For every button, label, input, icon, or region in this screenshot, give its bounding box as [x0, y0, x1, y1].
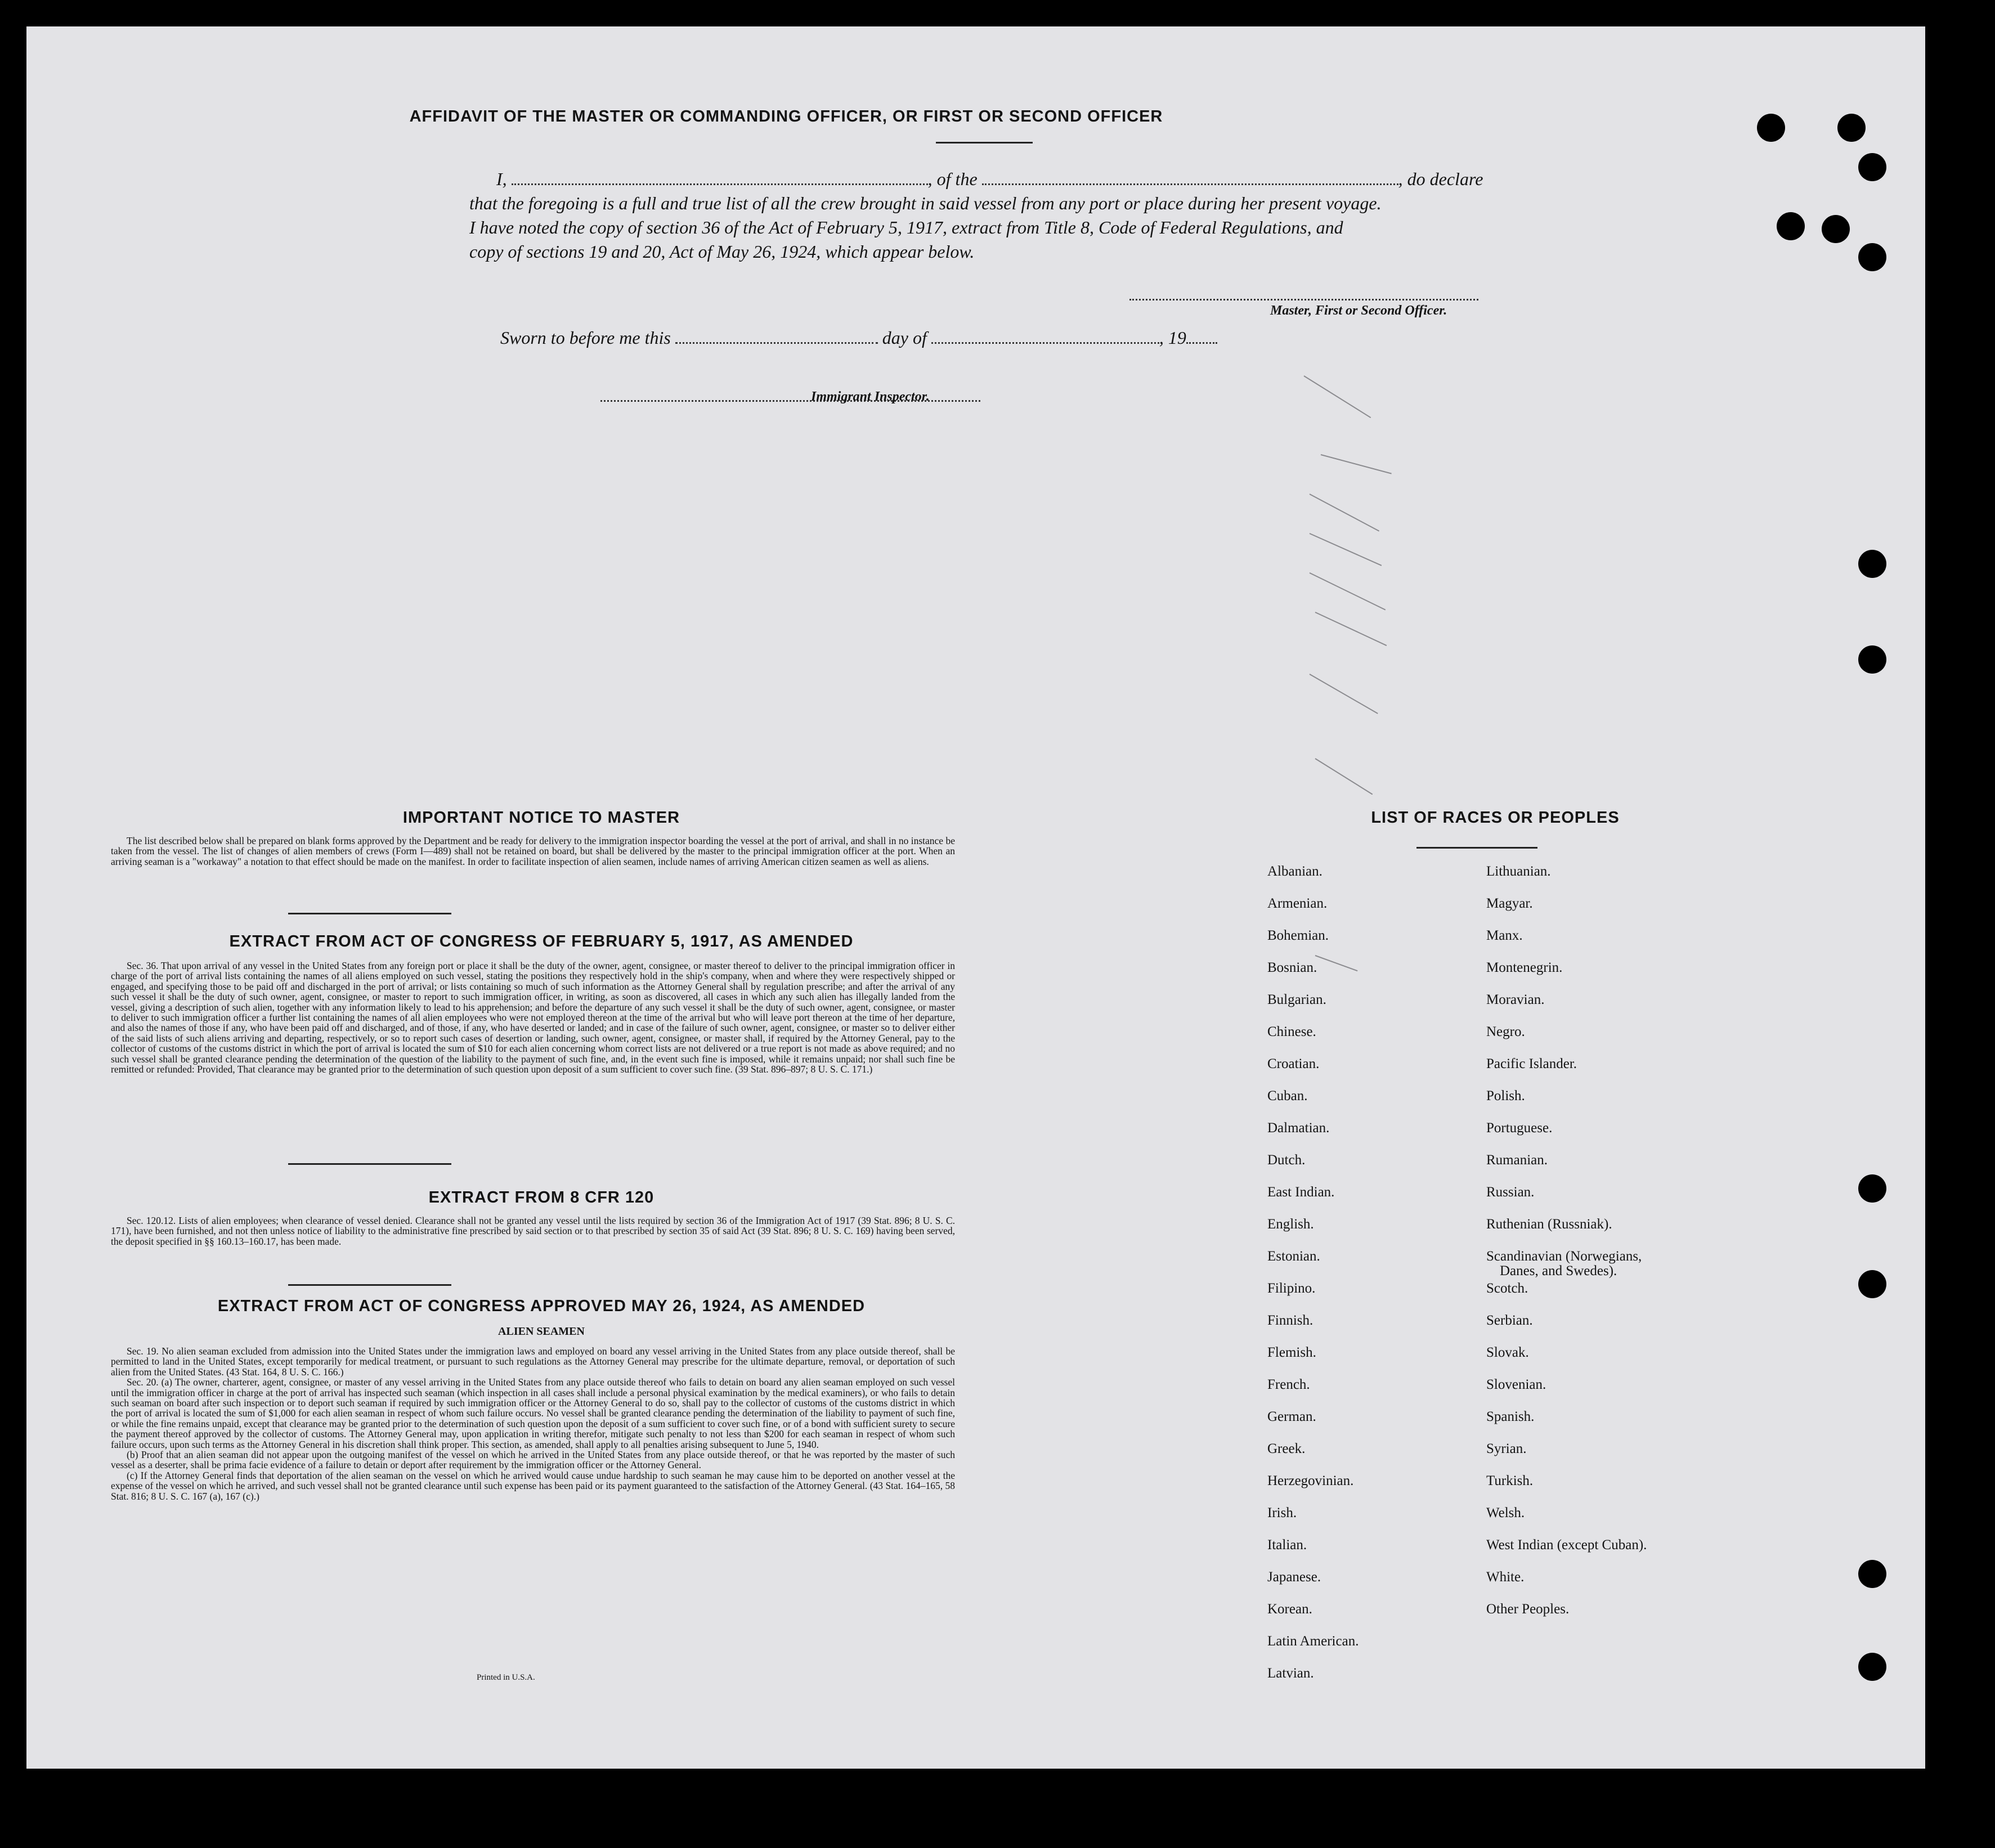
punch-hole — [1858, 153, 1886, 181]
master-signature-line — [1129, 285, 1478, 300]
notice-paragraph: The list described below shall be prepared on blank forms approved by the Department and be ready for delivery to the immigration inspector boarding the vessel at the port of arrival, and shall in no instance be taken from the vessel. The list of changes of alien members of crews (Form I—489) shall not be retained on board, but shall be delivered by the master to the principal immigration officer at the port. When an arriving seaman is a "workaway" a notation to that effect should be made on the manifest. In order to facilitate inspection of alien seamen, include names of arriving American citizen seamen as well as aliens. — [111, 835, 955, 867]
master-signature-label: Master, First or Second Officer. — [1270, 303, 1447, 318]
affidavit-line-2: that the foregoing is a full and true list of all the crew brought in said vessel from any port or place during her present voyage. — [469, 193, 1382, 213]
race-item: Montenegrin. — [1486, 960, 1563, 975]
affidavit-line-1 — [496, 167, 1483, 191]
stray-mark — [1310, 572, 1386, 611]
race-item: Finnish. — [1267, 1313, 1313, 1328]
sec-20a-paragraph: Sec. 20. (a) The owner, charterer, agent, consignee, or master of any vessel arriving in the United States from any place outside thereof who fails to detain on board any alien seaman employed on such vessel until the immigration officer in charge at the port of arrival has inspected such seaman (which inspection in all cases shall include a personal physical examination by the medical examiners), or who fails to detain such seaman on board after such inspection or to deport such seaman if required by such immigration officer or the Attorney General to do so, shall pay to the collector of customs of the customs district in which the port of arrival is located the sum of $1,000 for each alien seaman in respect of whom such failure occurs. No vessel shall be granted clearance pending the determination of the liability to payment of such fine, or while the fine remains unpaid, except that clearance may be granted prior to the determination of such question upon the deposit of a sum sufficient to cover such fine, or of a bond with sufficient surety to secure the payment thereof approved by the collector of customs. The Attorney General may, upon application in writing therefor, mitigate such penalty to not less than $200 for each seaman in respect of whom such failure occurs, upon such terms as the Attorney General in his discretion shall think proper. This section, as amended, shall apply to all penalties arising subsequent to June 5, 1940. — [111, 1376, 955, 1450]
inspector-label: Immigrant Inspector. — [811, 389, 930, 404]
section-divider — [288, 913, 451, 914]
race-item: Cuban. — [1267, 1088, 1308, 1104]
stray-mark — [1310, 674, 1378, 714]
race-item: Danes, and Swedes). — [1500, 1263, 1617, 1279]
extract-1917-body — [111, 961, 955, 1074]
race-item: Italian. — [1267, 1537, 1307, 1553]
race-item: White. — [1486, 1569, 1525, 1585]
punch-hole — [1858, 645, 1886, 674]
year-blank — [1186, 329, 1217, 344]
punch-hole — [1858, 1560, 1886, 1588]
alien-seamen-subtitle: ALIEN SEAMEN — [498, 1325, 585, 1338]
sworn-line — [500, 326, 1217, 350]
race-item: English. — [1267, 1217, 1314, 1232]
race-item: Filipino. — [1267, 1281, 1316, 1296]
section-divider — [288, 1163, 451, 1165]
race-item: Ruthenian (Russniak). — [1486, 1217, 1612, 1232]
race-item: Syrian. — [1486, 1441, 1527, 1456]
race-item: Scotch. — [1486, 1281, 1528, 1296]
race-item: West Indian (except Cuban). — [1486, 1537, 1647, 1553]
race-item: Dalmatian. — [1267, 1120, 1330, 1136]
extract-cfr-title: EXTRACT FROM 8 CFR 120 — [428, 1188, 654, 1206]
race-item: Bosnian. — [1267, 960, 1317, 975]
race-item: Moravian. — [1486, 992, 1545, 1007]
race-item: Scandinavian (Norwegians, — [1486, 1249, 1642, 1264]
punch-hole — [1858, 1653, 1886, 1681]
race-item: Slovenian. — [1486, 1377, 1546, 1392]
sec-19-paragraph: Sec. 19. No alien seaman excluded from admission into the United States under the immigration laws and employed on board any vessel arriving in the United States from any place outside thereof, shall be permitted to land in the United States, except temporarily for medical treatment, or pursuant to such regulations as the Attorney General may prescribe for the ultimate departure, removal, or deportation of such alien from the United States. (43 Stat. 164, 8 U. S. C. 166.) — [111, 1345, 955, 1378]
punch-hole — [1757, 114, 1785, 142]
race-item: Pacific Islander. — [1486, 1056, 1577, 1071]
race-item: Portuguese. — [1486, 1120, 1553, 1136]
race-item: Latin American. — [1267, 1634, 1359, 1649]
race-item: Turkish. — [1486, 1473, 1534, 1488]
extract-1924-body — [111, 1346, 955, 1501]
race-item: Magyar. — [1486, 896, 1533, 911]
day-blank — [675, 329, 878, 344]
race-item: French. — [1267, 1377, 1310, 1392]
notice-title: IMPORTANT NOTICE TO MASTER — [402, 809, 680, 827]
race-item: Manx. — [1486, 928, 1523, 943]
race-item: Lithuanian. — [1486, 864, 1551, 879]
month-blank — [931, 329, 1159, 344]
race-item: Herzegovinian. — [1267, 1473, 1354, 1488]
day-of-label: day of — [882, 328, 927, 348]
race-item: Armenian. — [1267, 896, 1328, 911]
extract-cfr-body — [111, 1215, 955, 1246]
stray-mark — [1303, 375, 1371, 418]
sec-36-paragraph: Sec. 36. That upon arrival of any vessel in the United States from any foreign port or place it shall be the duty of the owner, agent, consignee, or master thereof to deliver to the principal immigration officer in charge of the port of arrival lists containing the names of all aliens employed on such vessel, stating the positions they respectively hold in the ship's company, when and where they were respectively shipped or engaged, and specifying those to be paid off and discharged in the port of arrival; or lists containing so much of such information as the Attorney General shall by regulation prescribe; and after the arrival of any such vessel it shall be the duty of such owner, agent, consignee, or master to report to such immigration officer, in writing, as soon as discovered, all cases in which any such alien has illegally landed from the vessel, giving a description of such alien, together with any information likely to lead to his apprehension; and before the departure of any such vessel it shall be the duty of such owner, agent, consignee, or master to deliver to such immigration officer a further list containing the names of all alien employees who were not employed thereon at the time of the arrival but who will leave port thereon at the time of her departure, and also the names of those if any, who have been paid off and discharged, and of those, if any, who have deserted or landed; and in case of the failure of such owner, agent, consignee, or master so to deliver either of the said lists of such aliens arriving and departing, respectively, or so to report such cases of desertion or landing, such owner, agent, consignee, or master shall, if required by the Attorney General, pay to the collector of customs of the customs district in which the port of arrival is located the sum of $10 for each alien concerning whom correct lists are not delivered or a true report is not made as above required; and no such vessel shall be granted clearance pending the determination of the question of the liability to the payment of such fine, and, in the event such fine is imposed, while it remains unpaid; nor shall such fine be remitted or refunded: Provided, That clearance may be granted prior to the determination of such question upon deposit of a sum sufficient to cover such fine. (39 Stat. 896–897; 8 U. S. C. 171.) — [111, 960, 955, 1075]
race-item: Slovak. — [1486, 1345, 1529, 1360]
year-label: , 19 — [1159, 328, 1186, 348]
race-item: Latvian. — [1267, 1666, 1314, 1681]
race-item: Greek. — [1267, 1441, 1306, 1456]
race-item: Dutch. — [1267, 1152, 1306, 1168]
notice-body — [111, 836, 955, 867]
race-item: Welsh. — [1486, 1505, 1525, 1520]
race-item: Chinese. — [1267, 1024, 1316, 1039]
race-item: Negro. — [1486, 1024, 1525, 1039]
name-blank — [512, 170, 928, 185]
race-item: Bohemian. — [1267, 928, 1329, 943]
sworn-label: Sworn to before me this — [500, 328, 671, 348]
affidavit-line-3: I have noted the copy of section 36 of the Act of February 5, 1917, extract from Title 8, Code of Federal Regulations, and — [469, 217, 1343, 237]
race-item: Rumanian. — [1486, 1152, 1548, 1168]
races-divider — [1416, 847, 1537, 849]
race-item: Albanian. — [1267, 864, 1322, 879]
race-item: Bulgarian. — [1267, 992, 1326, 1007]
punch-hole — [1822, 215, 1850, 243]
printed-in-usa: Printed in U.S.A. — [477, 1673, 535, 1682]
punch-hole — [1837, 114, 1866, 142]
punch-hole — [1858, 550, 1886, 578]
affidavit-title: AFFIDAVIT OF THE MASTER OR COMMANDING OFFICER, OR FIRST OR SECOND OFFICER — [409, 107, 1163, 125]
stray-mark — [1321, 454, 1392, 474]
section-divider — [288, 1284, 451, 1286]
vessel-blank — [982, 170, 1398, 185]
punch-hole — [1858, 243, 1886, 271]
race-item: Japanese. — [1267, 1569, 1321, 1585]
stray-mark — [1310, 494, 1380, 531]
punch-hole — [1858, 1174, 1886, 1203]
stray-mark — [1315, 612, 1387, 646]
extract-1924-title: EXTRACT FROM ACT OF CONGRESS APPROVED MAY 26, 1924, AS AMENDED — [217, 1297, 866, 1315]
of-the-label: , of the — [927, 169, 978, 189]
race-item: Korean. — [1267, 1602, 1312, 1617]
sec-20b-paragraph: (b) Proof that an alien seaman did not appear upon the outgoing manifest of the vessel on which he arrived in the United States from any place outside thereof, or that he was reported by the master of such vessel as a deserter, shall be prima facie evidence of a failure to detain or deport after requirement by the immigration officer or the Attorney General. — [111, 1449, 955, 1471]
race-item: East Indian. — [1267, 1185, 1335, 1200]
punch-hole — [1858, 1270, 1886, 1298]
affidavit-i-label: I, — [496, 169, 507, 189]
title-divider — [936, 142, 1033, 143]
race-item: Estonian. — [1267, 1249, 1320, 1264]
affidavit-line-4: copy of sections 19 and 20, Act of May 26, 1924, which appear below. — [469, 241, 975, 262]
race-item: Polish. — [1486, 1088, 1525, 1104]
race-item: Other Peoples. — [1486, 1602, 1570, 1617]
stray-mark — [1315, 758, 1373, 795]
stray-mark — [1310, 533, 1382, 566]
sec-120-paragraph: Sec. 120.12. Lists of alien employees; when clearance of vessel denied. Clearance shall not be granted any vessel until the lists required by section 36 of the Immigration Act of 1917 (39 Stat. 896; 8 U. S. C. 171), have been furnished, and not then unless notice of liability to the administrative fine prescribed by said section or to that prescribed by section 35 of said Act (39 Stat. 896; 8 U. S. C. 169) having been served, the deposit specified in §§ 160.13–160.17, has been made. — [111, 1215, 955, 1247]
race-item: Spanish. — [1486, 1409, 1535, 1424]
races-title: LIST OF RACES OR PEOPLES — [1371, 809, 1620, 827]
race-item: Russian. — [1486, 1185, 1535, 1200]
stray-mark — [1315, 955, 1358, 971]
extract-1917-title: EXTRACT FROM ACT OF CONGRESS OF FEBRUARY 5, 1917, AS AMENDED — [229, 932, 854, 950]
race-item: Serbian. — [1486, 1313, 1533, 1328]
punch-hole — [1777, 212, 1805, 240]
sec-20c-paragraph: (c) If the Attorney General finds that deportation of the alien seaman on the vessel on which he arrived would cause undue hardship to such seaman he may cause him to be deported on another vessel at the expense of the vessel on which he arrived, and such vessel shall not be granted clearance until such expense has been paid or its payment guaranteed to the satisfaction of the Attorney General. (43 Stat. 164–165, 58 Stat. 816; 8 U. S. C. 167 (a), 167 (c).) — [111, 1469, 955, 1502]
race-item: German. — [1267, 1409, 1316, 1424]
race-item: Irish. — [1267, 1505, 1297, 1520]
document-page — [26, 26, 1925, 1769]
race-item: Flemish. — [1267, 1345, 1316, 1360]
do-declare-label: , do declare — [1398, 169, 1483, 189]
race-item: Croatian. — [1267, 1056, 1320, 1071]
